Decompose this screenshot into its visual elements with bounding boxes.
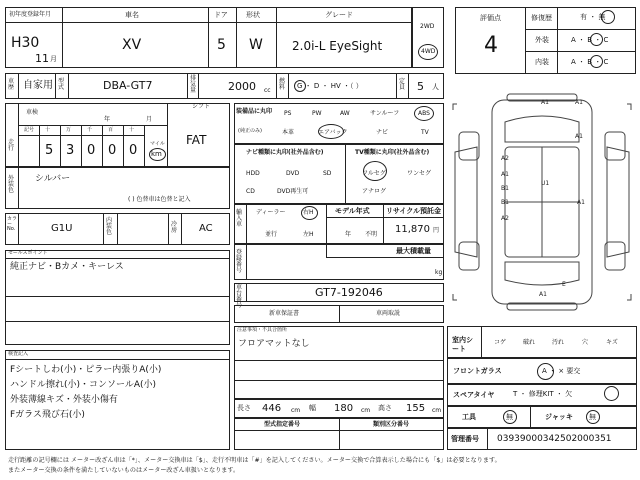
width-unit: cm xyxy=(361,407,371,414)
history-year-unit: 年 xyxy=(104,116,111,123)
height-value: 155 xyxy=(406,403,426,414)
recycle-label: リサイクル預託金 xyxy=(386,207,442,215)
diag-label-b1-left-1: B1 xyxy=(501,185,509,192)
width-label: 幅 xyxy=(309,404,316,412)
interior-color-label: 内装色 xyxy=(106,217,113,236)
diag-label-e-rear: E xyxy=(562,281,566,288)
recycle-unit: 円 xyxy=(433,227,440,234)
class-number-label: 類別区分番号 xyxy=(373,421,410,428)
nav-cd: CD xyxy=(246,188,255,195)
equip-aw: AW xyxy=(340,110,350,117)
equip-tv: TV xyxy=(421,129,429,136)
mileage-unit-label: 百 xyxy=(108,127,114,133)
nav-hdd: HDD xyxy=(246,170,260,177)
car-name-label: 車名 xyxy=(125,11,139,19)
capacity-unit: 人 xyxy=(432,83,439,91)
fuel-label: 燃料 xyxy=(279,78,286,91)
interior-sheet-label: 室内シート xyxy=(452,336,473,354)
mileage-unit-label: 千 xyxy=(87,127,93,133)
interior-label: 内装 xyxy=(535,58,549,66)
reg-month: 11 xyxy=(35,52,49,65)
interior-grades: A ・ B ・ C xyxy=(571,58,609,66)
travel-label: 走行 xyxy=(8,139,15,152)
diag-label-b1-left-2: B1 xyxy=(501,199,509,206)
exterior-label: 外装 xyxy=(535,36,549,44)
class-label: 車歴 xyxy=(8,78,15,91)
management-number: 03939000342502000351 xyxy=(497,434,612,444)
import-dealer: ディーラー xyxy=(256,209,286,216)
diag-label-a2-left-rear: A2 xyxy=(501,215,509,222)
reg-year: H30 xyxy=(11,35,40,51)
mileage-unit-label: 万 xyxy=(66,127,72,133)
width-value: 180 xyxy=(334,403,354,414)
diag-label-a1-rear: A1 xyxy=(539,291,547,298)
tv-analog: アナログ xyxy=(362,188,387,195)
max-load-unit: kg xyxy=(435,269,443,276)
sales-point-label: セールスポイント xyxy=(8,250,48,256)
frame-label: 車台番号 xyxy=(236,284,243,309)
capacity-value: 5 xyxy=(417,80,424,93)
inspector-line-4: Fガラス飛び石(小) xyxy=(10,410,85,420)
color-value: シルバー xyxy=(35,174,71,184)
notes-box xyxy=(234,326,444,399)
import-left-hand: 左H xyxy=(303,231,314,238)
diag-label-a1-left: A1 xyxy=(501,171,509,178)
color-note: ( ) 色替車は色替と記入 xyxy=(128,196,191,203)
inspector-line-1: Fシートしわ(小)・ピラー内張りA(小) xyxy=(10,365,162,375)
km-unit: km xyxy=(151,150,162,158)
equipment-label: 装備品に丸印 xyxy=(236,108,273,115)
model-year-label: モデル年式 xyxy=(335,207,370,215)
car-outline-svg xyxy=(447,92,637,312)
tv-types-label: TV種類に丸印(社外品含む) xyxy=(355,149,430,156)
sheet-item-dirt: 汚れ xyxy=(552,339,565,346)
fuel-options: G ・ D ・ HV ・（ ） xyxy=(297,82,363,90)
mileage-digit: 0 xyxy=(108,143,117,158)
warranty-label: 新車保証書 xyxy=(269,310,300,317)
capacity-label: 定員 xyxy=(399,78,406,91)
equip-navi: ナビ xyxy=(376,129,389,136)
shift-label: シフト xyxy=(192,103,211,110)
color-label: 外装色 xyxy=(8,175,15,194)
spare-options: T ・ 修理KIT ・ 欠 xyxy=(513,390,573,398)
glass-label: フロントガラス xyxy=(453,367,502,375)
inspector-line-2: ハンドル擦れ(小)・コンソールA(小) xyxy=(10,380,157,390)
model-year-unit: 年 xyxy=(345,231,352,238)
management-label: 管理番号 xyxy=(451,435,479,443)
height-label: 高さ xyxy=(378,404,392,412)
score-value: 4 xyxy=(484,33,498,58)
diag-label-a1-front: A1 xyxy=(541,99,549,106)
sheet-item-hole: 穴 xyxy=(582,339,589,346)
shape-label: 形状 xyxy=(246,11,260,19)
length-label: 長さ xyxy=(237,404,251,412)
damage-diagram xyxy=(447,92,637,312)
shape-value: W xyxy=(249,37,263,53)
nav-types-label: ナビ種類に丸印(社外品含む) xyxy=(246,149,324,156)
reg-number-label: 登録番号 xyxy=(236,249,243,274)
recycle-value: 11,870 xyxy=(395,224,430,235)
footer-line-1: 走行距離の記号欄には メーター改ざん車は「*」、メーター交換車は「$」、走行不明車は「#」を記入してください。メーター交換で合算表示した場合にも「$」は必要となります。 xyxy=(8,457,501,464)
score-label: 評価点 xyxy=(480,14,501,22)
mileage-digit: 0 xyxy=(87,143,96,158)
equip-airbag: エアバック xyxy=(318,129,348,136)
notes-text: フロアマットなし xyxy=(238,339,310,349)
history-label: 車検 xyxy=(26,109,39,116)
model-year-value: 不明 xyxy=(365,231,378,238)
sheet-item-tear: 破れ xyxy=(523,339,536,346)
ac-value: AC xyxy=(199,223,213,234)
type-label: 型式 xyxy=(58,78,65,91)
exterior-grades: A ・ B ・ C xyxy=(571,36,609,44)
mileage-unit-label: 記号 xyxy=(24,127,35,133)
diag-label-a2-left: A2 xyxy=(501,155,509,162)
spec-row xyxy=(5,73,444,99)
displacement-label: 排気量 xyxy=(190,75,197,94)
colorcode-label: カラーNo. xyxy=(7,216,18,232)
jack-value: 無 xyxy=(589,413,596,421)
inspector-label: 検査記入 xyxy=(8,351,29,357)
manual-label: 車両取説 xyxy=(376,310,401,317)
footer-line-2: またメーター交換の条件を満たしていないものはメーター改ざん車扱いとなります。 xyxy=(8,467,240,474)
mileage-unit-label: 十 xyxy=(129,127,135,133)
sales-point-text: 純正ナビ・Bカメ・キーレス xyxy=(10,262,124,272)
mileage-digit: 5 xyxy=(45,143,54,158)
mileage-digit: 3 xyxy=(66,143,75,158)
mileage-divider xyxy=(60,125,61,167)
tv-oneseg: ワンセグ xyxy=(407,170,432,177)
length-unit: cm xyxy=(291,407,301,414)
nav-sd: SD xyxy=(323,170,332,177)
mileage-divider xyxy=(144,125,145,167)
jack-label: ジャッキ xyxy=(545,413,573,421)
repair-label: 修復歴 xyxy=(531,14,552,22)
displacement-unit: cc xyxy=(264,87,271,94)
equip-leather: 本革 xyxy=(282,129,295,136)
equip-sunroof: サンルーフ xyxy=(370,110,400,117)
equip-pw: PW xyxy=(312,110,322,117)
import-parallel: 並行 xyxy=(265,231,278,238)
grade-label: グレード xyxy=(325,11,353,19)
drive-2wd: 2WD xyxy=(420,23,435,30)
equip-abs: ABS xyxy=(418,110,430,117)
nav-dvd: DVD xyxy=(286,170,300,177)
reg-date-label: 初年度登録年月 xyxy=(9,11,52,18)
diag-label-u1: U1 xyxy=(541,180,550,187)
repair-options: 有 ・ 無 xyxy=(580,13,606,21)
mileage-divider xyxy=(102,125,103,167)
displacement-value: 2000 xyxy=(228,80,256,93)
import-right-hand: 右H xyxy=(303,209,314,216)
class-value: 自家用 xyxy=(23,80,53,91)
import-label: 輸入車 xyxy=(236,209,243,228)
tv-fullseg: フルセグ xyxy=(362,170,386,177)
nav-dvd-play: DVD再生可 xyxy=(277,188,309,195)
sheet-item-scratch: キズ xyxy=(606,339,618,346)
length-value: 446 xyxy=(262,403,282,414)
colorcode-value: G1U xyxy=(51,223,73,234)
diag-label-a1-hood: A1 xyxy=(575,133,583,140)
car-name: XV xyxy=(122,37,142,53)
type-value: DBA-GT7 xyxy=(103,79,153,92)
mileage-header-line xyxy=(18,135,144,136)
height-unit: cm xyxy=(432,407,442,414)
frame-value: GT7-192046 xyxy=(315,286,383,299)
mileage-divider xyxy=(39,125,40,167)
mileage-digit: 0 xyxy=(129,143,138,158)
ac-label: 冷房 xyxy=(171,221,178,234)
shift-value: FAT xyxy=(186,133,207,147)
tools-value: 無 xyxy=(506,413,513,421)
notes-label: 注意事項・不具合箇所 xyxy=(237,327,288,333)
mileage-divider xyxy=(123,125,124,167)
sheet-item-burn: コゲ xyxy=(494,339,507,346)
mileage-unit-label: 十 xyxy=(45,127,51,133)
max-load-label: 最大積載量 xyxy=(396,247,431,255)
equip-ps: PS xyxy=(284,110,292,117)
diag-label-a1-front-right: A1 xyxy=(575,99,583,106)
equipment-sublabel: (純正のみ) xyxy=(238,128,262,134)
mileage-divider xyxy=(81,125,82,167)
reg-month-unit: 月 xyxy=(50,55,57,63)
type-cert-label: 型式指定番号 xyxy=(264,421,301,428)
door-label: ドア xyxy=(214,11,228,19)
km-mile-label: マイル xyxy=(150,141,165,147)
spare-label: スペアタイヤ xyxy=(453,391,495,399)
glass-options: A ・ × 要交 xyxy=(542,367,581,375)
tools-label: 工具 xyxy=(462,413,476,421)
door-value: 5 xyxy=(217,37,226,53)
spare-missing-circle xyxy=(604,386,619,401)
grade-value: 2.0i-L EyeSight xyxy=(292,39,383,53)
history-month-unit: 月 xyxy=(146,116,153,123)
drive-4wd: 4WD xyxy=(421,48,436,55)
inspector-line-3: 外装薄線キズ・外装小傷有 xyxy=(10,395,118,405)
diag-label-a1-right: A1 xyxy=(577,199,585,206)
